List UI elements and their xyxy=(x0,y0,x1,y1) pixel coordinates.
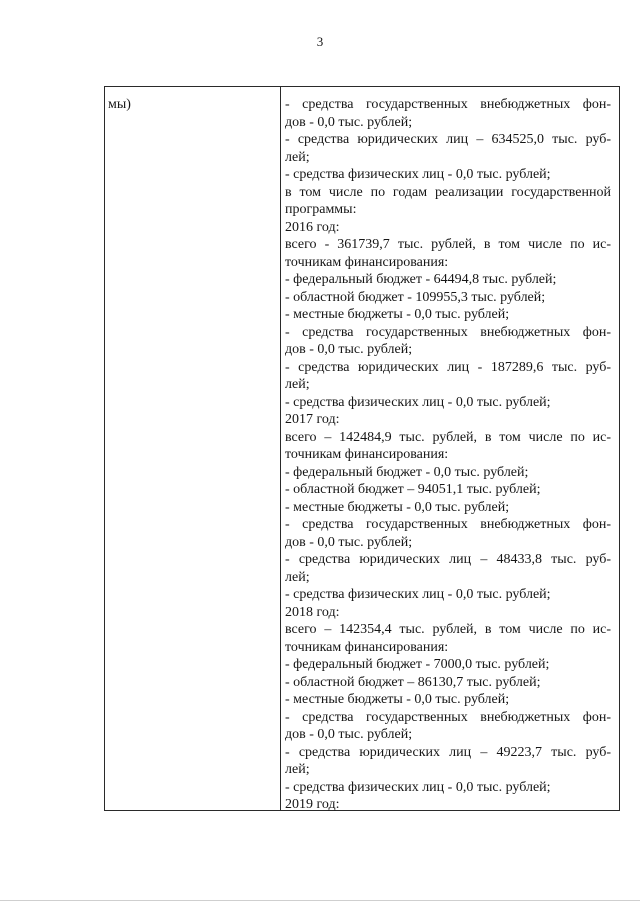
text-line: программы: xyxy=(285,202,357,217)
text-line: всего – 142484,9 тыс. рублей, в том числе по ис- xyxy=(285,429,611,445)
text-line: - средства физических лиц - 0,0 тыс. рублей; xyxy=(285,167,551,182)
right-cell-text xyxy=(285,96,611,814)
text-line: дов - 0,0 тыс. рублей; xyxy=(285,342,413,357)
text-line: - областной бюджет – 86130,7 тыс. рублей; xyxy=(285,674,541,690)
text-line: - местные бюджеты - 0,0 тыс. рублей; xyxy=(285,307,510,322)
text-line: - федеральный бюджет - 0,0 тыс. рублей; xyxy=(285,464,529,480)
text-line: - средства юридических лиц – 48433,8 тыс. руб- xyxy=(285,552,611,567)
text-line: - средства государственных внебюджетных фон- xyxy=(285,517,611,532)
text-line: 2017 год: xyxy=(285,412,340,427)
text-line: - средства государственных внебюджетных фон- xyxy=(285,324,611,340)
text-line: точникам финансирования: xyxy=(285,254,449,270)
text-line: лей; xyxy=(285,569,310,585)
text-line: точникам финансирования: xyxy=(285,639,449,655)
text-line: - местные бюджеты - 0,0 тыс. рублей; xyxy=(285,499,510,515)
page-number: 3 xyxy=(316,34,324,49)
text-line: 2018 год: xyxy=(285,604,340,620)
text-line: лей; xyxy=(285,377,310,392)
text-line: лей; xyxy=(285,149,310,165)
text-line: - средства физических лиц - 0,0 тыс. рублей; xyxy=(285,587,551,602)
text-line: дов - 0,0 тыс. рублей; xyxy=(285,727,413,742)
text-line: - средства физических лиц - 0,0 тыс. рублей; xyxy=(285,779,551,795)
text-line: в том числе по годам реализации государственной xyxy=(285,184,611,200)
text-line: - средства государственных внебюджетных фон- xyxy=(285,709,611,725)
funding-table xyxy=(104,86,620,811)
text-line: лей; xyxy=(285,762,310,777)
text-line: дов - 0,0 тыс. рублей; xyxy=(285,114,413,130)
text-line: - федеральный бюджет - 7000,0 тыс. рублей; xyxy=(285,657,550,672)
text-line: - средства юридических лиц – 49223,7 тыс. руб- xyxy=(285,744,611,760)
text-line: - федеральный бюджет - 64494,8 тыс. рублей; xyxy=(285,272,557,287)
text-line: 2016 год: xyxy=(285,219,340,235)
text-line: всего – 142354,4 тыс. рублей, в том числе по ис- xyxy=(285,622,611,637)
text-line: - средства физических лиц - 0,0 тыс. рублей; xyxy=(285,394,551,410)
page-bottom-edge xyxy=(0,900,640,901)
column-divider xyxy=(280,87,281,810)
text-line: - областной бюджет – 94051,1 тыс. рублей; xyxy=(285,482,541,497)
text-line: - средства государственных внебюджетных фон- xyxy=(285,97,611,112)
text-line: точникам финансирования: xyxy=(285,447,449,462)
text-line: - средства юридических лиц - 187289,6 тыс. руб- xyxy=(285,359,611,375)
text-line: 2019 год: xyxy=(285,797,340,812)
left-cell-text: мы) xyxy=(108,97,131,112)
text-line: - областной бюджет - 109955,3 тыс. рублей; xyxy=(285,289,546,305)
text-line: всего - 361739,7 тыс. рублей, в том числе по ис- xyxy=(285,237,611,252)
text-line: - местные бюджеты - 0,0 тыс. рублей; xyxy=(285,692,510,707)
text-line: дов - 0,0 тыс. рублей; xyxy=(285,534,413,550)
text-line: - средства юридических лиц – 634525,0 тыс. руб- xyxy=(285,132,611,147)
